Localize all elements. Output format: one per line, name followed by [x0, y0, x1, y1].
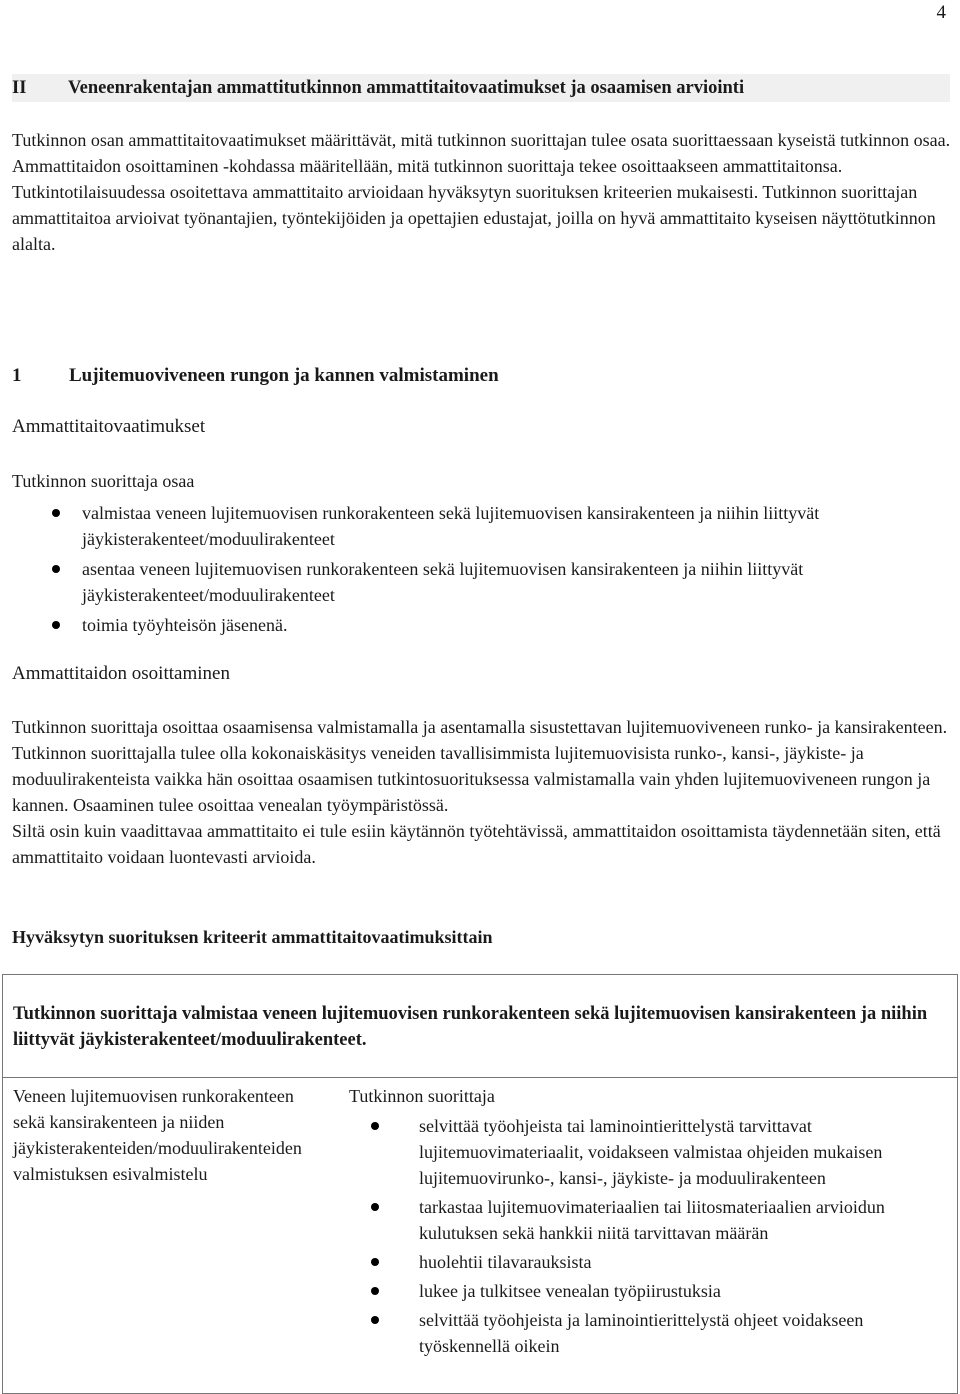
criteria-table	[2, 974, 958, 1394]
requirements-lead: Tutkinnon suorittaja osaa	[12, 471, 195, 491]
list-item: selvittää työohjeista tai laminointierittelystä tarvittavat lujitemuovimateriaalit, voidakseen valmistaa ohjeiden mukaisen lujitemuovirunko-, kansi-, jäykiste- ja moduulirakenteen	[349, 1113, 949, 1191]
section-title: Veneenrakentajan ammattitutkinnon ammattitaitovaatimukset ja osaamisen arviointi	[68, 78, 745, 98]
bullet-icon	[371, 1287, 379, 1295]
list-item: huolehtii tilavarauksista	[349, 1249, 949, 1275]
criteria-left-cell: Veneen lujitemuovisen runkorakenteen sekä kansirakenteen ja niiden jäykisterakenteiden/moduulirakenteiden valmistuksen esivalmistelu	[13, 1086, 302, 1184]
list-item: selvittää työohjeista ja laminointierittelystä ohjeet voidakseen työskennellä oikein	[349, 1307, 949, 1359]
criteria-table-heading: Tutkinnon suorittaja valmistaa veneen lujitemuovisen runkorakenteen sekä lujitemuovisen kansirakenteen ja niihin liittyvät jäykisterakenteet/moduulirakenteet.	[13, 1004, 928, 1050]
section-heading	[12, 74, 950, 102]
part-number: 1	[12, 365, 22, 386]
bullet-icon	[52, 565, 60, 573]
criteria-heading: Hyväksytyn suorituksen kriteerit ammattitaitovaatimuksittain	[12, 927, 493, 947]
criteria-right-cell	[349, 1083, 949, 1359]
requirements-heading: Ammattitaitovaatimukset	[12, 416, 206, 437]
section-roman-numeral: II	[12, 78, 27, 98]
intro-paragraph: Tutkinnon osan ammattitaitovaatimukset määrittävät, mitä tutkinnon suorittajan tulee osata suorittaessaan kyseistä tutkinnon osaa. Ammattitaidon osoittaminen -kohdassa määritellään, mitä tutkinnon suorittaja tekee osoittaakseen ammattitaitonsa. Tutkintotilaisuudessa osoitettava ammattitaito arvioidaan hyväksytyn suorituksen kriteerien mukaisesti. Tutkinnon suorittajan ammattitaitoa arvioivat työnantajien, työntekijöiden ja opettajien edustajat, joilla on hyvä ammattitaito kyseisen näyttötutkinnon alalta.	[12, 130, 951, 254]
table-divider	[3, 1077, 957, 1078]
bullet-icon	[371, 1316, 379, 1324]
demonstration-paragraph: Tutkinnon suorittaja osoittaa osaamisensa valmistamalla ja asentamalla sisustettavan lujitemuoviveneen runko- ja kansirakenteen.	[12, 717, 948, 737]
bullet-icon	[52, 509, 60, 517]
intro-text	[12, 127, 952, 257]
bullet-icon	[371, 1203, 379, 1211]
list-item: lukee ja tulkitsee venealan työpiirustuksia	[349, 1278, 949, 1304]
list-item: tarkastaa lujitemuovimateriaalien tai liitosmateriaalien arvioidun kulutuksen sekä hankkii niitä tarvittavan määrän	[349, 1194, 949, 1246]
bullet-icon	[52, 621, 60, 629]
part-heading	[12, 363, 499, 389]
requirements-list	[12, 500, 932, 638]
page-number: 4	[936, 2, 946, 23]
list-item: toimia työyhteisön jäsenenä.	[12, 612, 932, 638]
criteria-right-lead: Tutkinnon suorittaja	[349, 1086, 495, 1106]
demonstration-paragraph: Siltä osin kuin vaadittavaa ammattitaito ei tule esiin käytännön työtehtävissä, ammattitaidon osoittamista täydennetään siten, että ammattitaito voidaan luontevasti arvioida.	[12, 821, 941, 867]
bullet-icon	[371, 1258, 379, 1266]
part-title: Lujitemuoviveneen rungon ja kannen valmistaminen	[69, 365, 499, 386]
demonstration-paragraph: Tutkinnon suorittajalla tulee olla kokonaiskäsitys veneiden tavallisimmista lujitemuovisista runko-, kansi-, jäykiste- ja moduulirakenteista vaikka hän osoittaa osaamisen tutkintosuorituksessa valmistamalla vain yhden lujitemuoviveneen rungon ja kannen. Osaaminen tulee osoittaa venealan työympäristössä.	[12, 743, 931, 815]
bullet-icon	[371, 1122, 379, 1130]
demonstration-heading: Ammattitaidon osoittaminen	[12, 663, 230, 684]
demonstration-text	[12, 714, 952, 870]
list-item: asentaa veneen lujitemuovisen runkorakenteen sekä lujitemuovisen kansirakenteen ja niihin liittyvät jäykisterakenteet/moduulirakenteet	[12, 556, 932, 608]
list-item: valmistaa veneen lujitemuovisen runkorakenteen sekä lujitemuovisen kansirakenteen ja niihin liittyvät jäykisterakenteet/moduulirakenteet	[12, 500, 932, 552]
